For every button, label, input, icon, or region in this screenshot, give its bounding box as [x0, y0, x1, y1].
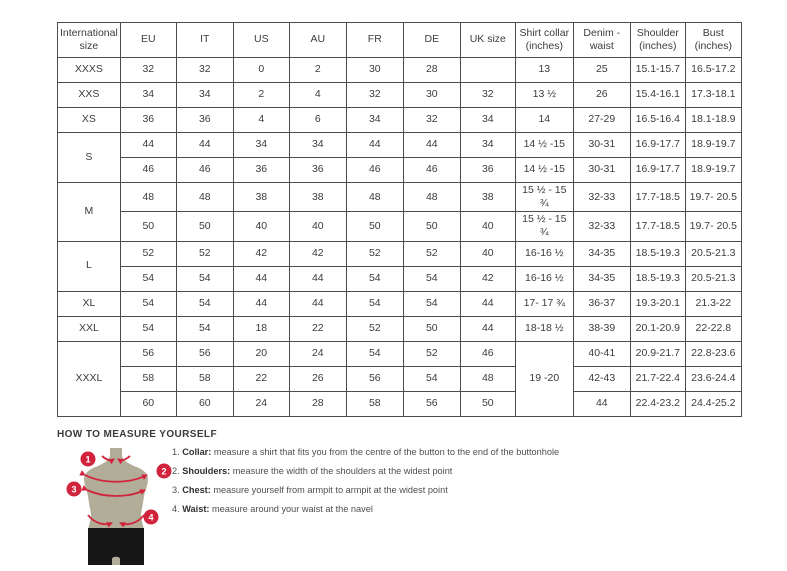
table-cell: 32-33 [573, 183, 630, 212]
table-cell: 15 ½ - 15 ¾ [515, 212, 573, 241]
table-cell: L [58, 241, 121, 291]
table-cell: 52 [346, 316, 403, 341]
table-cell: 28 [403, 58, 460, 83]
table-cell: 34 [460, 133, 515, 158]
table-cell: 14 [515, 108, 573, 133]
table-row [58, 108, 742, 133]
table-cell: 56 [176, 341, 233, 366]
table-cell: 40-41 [573, 341, 630, 366]
table-cell: 36 [176, 108, 233, 133]
table-cell: 46 [460, 341, 515, 366]
table-cell: 15.4-16.1 [630, 83, 685, 108]
table-row [58, 266, 742, 291]
step-number: 2. [172, 466, 183, 477]
table-cell: 24.4-25.2 [685, 391, 741, 416]
table-cell: 17- 17 ¾ [515, 291, 573, 316]
table-row [58, 341, 742, 366]
table-cell: 42 [460, 266, 515, 291]
table-cell: 2 [233, 83, 289, 108]
table-cell: 58 [120, 366, 176, 391]
table-cell: 20.1-20.9 [630, 316, 685, 341]
table-cell: 16-16 ½ [515, 266, 573, 291]
step-text: measure the width of the shoulders at the widest point [230, 466, 453, 477]
table-cell: 32 [346, 83, 403, 108]
table-cell: 18.9-19.7 [685, 133, 741, 158]
table-cell: 25 [573, 58, 630, 83]
table-cell: 14 ½ -15 [515, 158, 573, 183]
table-cell: S [58, 133, 121, 183]
step-label: Chest: [182, 485, 211, 496]
column-header: US [233, 23, 289, 58]
table-cell: 22 [233, 366, 289, 391]
table-cell: 22.8-23.6 [685, 341, 741, 366]
column-header: Shirt collar (inches) [515, 23, 573, 58]
table-cell: 32 [176, 58, 233, 83]
table-cell: 46 [120, 158, 176, 183]
table-cell: 52 [120, 241, 176, 266]
column-header: UK size [460, 23, 515, 58]
table-cell [460, 58, 515, 83]
table-cell: 24 [289, 341, 346, 366]
column-header: Denim - waist [573, 23, 630, 58]
table-cell: 34 [346, 108, 403, 133]
table-cell: 32-33 [573, 212, 630, 241]
table-cell: 58 [176, 366, 233, 391]
table-cell: 34-35 [573, 266, 630, 291]
table-cell: 22-22.8 [685, 316, 741, 341]
table-cell: 19.3-20.1 [630, 291, 685, 316]
table-cell: XXXS [58, 58, 121, 83]
table-cell: 38 [289, 183, 346, 212]
measure-step [172, 447, 732, 458]
table-cell: 19 -20 [515, 341, 573, 416]
table-cell: 44 [233, 291, 289, 316]
table-cell: XXS [58, 83, 121, 108]
table-cell: 48 [403, 183, 460, 212]
badge-chest-number: 3 [71, 484, 77, 495]
badge-waist [144, 510, 159, 525]
column-header: International size [58, 23, 121, 58]
table-cell: 52 [346, 241, 403, 266]
table-row [58, 212, 742, 241]
table-cell: 19.7- 20.5 [685, 183, 741, 212]
table-cell: 36 [120, 108, 176, 133]
table-cell: 58 [346, 391, 403, 416]
step-number: 4. [172, 504, 183, 515]
table-cell: 54 [403, 366, 460, 391]
table-cell: 13 ½ [515, 83, 573, 108]
step-label: Shoulders: [182, 466, 231, 477]
measure-step [172, 485, 732, 496]
table-cell: 19.7- 20.5 [685, 212, 741, 241]
table-cell: 38 [233, 183, 289, 212]
table-cell: 34 [233, 133, 289, 158]
table-row [58, 58, 742, 83]
table-cell: 38 [460, 183, 515, 212]
table-row [58, 391, 742, 416]
table-cell: 26 [289, 366, 346, 391]
table-cell: 42-43 [573, 366, 630, 391]
table-cell: 18.1-18.9 [685, 108, 741, 133]
table-cell: 48 [460, 366, 515, 391]
table-cell: 44 [289, 291, 346, 316]
table-cell: 36 [233, 158, 289, 183]
table-cell: 54 [176, 291, 233, 316]
table-cell: 17.3-18.1 [685, 83, 741, 108]
table-cell: 40 [233, 212, 289, 241]
table-cell: 54 [176, 266, 233, 291]
table-cell: XL [58, 291, 121, 316]
table-cell: 0 [233, 58, 289, 83]
table-cell: 18 [233, 316, 289, 341]
table-cell: 48 [346, 183, 403, 212]
header-row [58, 23, 742, 58]
table-row [58, 291, 742, 316]
table-row [58, 316, 742, 341]
badge-chest [67, 482, 82, 497]
table-cell: 44 [120, 133, 176, 158]
table-cell: 34 [289, 133, 346, 158]
table-cell: 4 [289, 83, 346, 108]
step-number: 1. [172, 447, 183, 457]
column-header: IT [176, 23, 233, 58]
table-cell: 16.9-17.7 [630, 158, 685, 183]
table-row [58, 158, 742, 183]
badge-shoulders-number: 2 [161, 466, 167, 477]
table-cell: 60 [120, 391, 176, 416]
table-cell: 34 [120, 83, 176, 108]
table-row [58, 241, 742, 266]
table-cell: 50 [120, 212, 176, 241]
table-cell: 32 [120, 58, 176, 83]
table-cell: 16.9-17.7 [630, 133, 685, 158]
table-cell: 30 [403, 83, 460, 108]
table-row [58, 133, 742, 158]
table-cell: 18.5-19.3 [630, 241, 685, 266]
table-cell: 2 [289, 58, 346, 83]
table-cell: 34 [176, 83, 233, 108]
measure-step [172, 504, 732, 515]
table-cell: XXL [58, 316, 121, 341]
table-cell: 46 [346, 158, 403, 183]
table-cell: XXXL [58, 341, 121, 416]
table-cell: 54 [120, 316, 176, 341]
table-cell: 22.4-23.2 [630, 391, 685, 416]
column-header: Bust (inches) [685, 23, 741, 58]
table-cell: 24 [233, 391, 289, 416]
badge-collar-number: 1 [85, 454, 91, 465]
table-cell: 17.7-18.5 [630, 212, 685, 241]
table-cell: 17.7-18.5 [630, 183, 685, 212]
step-text: measure around your waist at the navel [209, 504, 373, 515]
step-label: Collar: [182, 447, 212, 457]
table-cell: 48 [120, 183, 176, 212]
table-cell: 20 [233, 341, 289, 366]
table-cell: 30-31 [573, 133, 630, 158]
column-header: EU [120, 23, 176, 58]
table-cell: 23.6-24.4 [685, 366, 741, 391]
table-row [58, 366, 742, 391]
table-cell: 46 [403, 158, 460, 183]
table-cell: 16-16 ½ [515, 241, 573, 266]
table-cell: M [58, 183, 121, 242]
table-cell: 4 [233, 108, 289, 133]
table-cell: 30-31 [573, 158, 630, 183]
table-cell: 36-37 [573, 291, 630, 316]
table-cell: 54 [346, 341, 403, 366]
table-cell: 26 [573, 83, 630, 108]
table-cell: 20.5-21.3 [685, 241, 741, 266]
table-cell: 36 [460, 158, 515, 183]
table-cell: 42 [289, 241, 346, 266]
table-cell: 36 [289, 158, 346, 183]
step-text: measure yourself from armpit to armpit at the widest point [210, 485, 448, 496]
table-cell: 13 [515, 58, 573, 83]
table-cell: 34-35 [573, 241, 630, 266]
table-cell: 56 [346, 366, 403, 391]
table-cell: 54 [403, 291, 460, 316]
table-cell: 14 ½ -15 [515, 133, 573, 158]
table-cell: 27-29 [573, 108, 630, 133]
table-cell: 44 [233, 266, 289, 291]
table-cell: 50 [346, 212, 403, 241]
table-cell: 18.5-19.3 [630, 266, 685, 291]
table-cell: 50 [460, 391, 515, 416]
table-cell: 54 [403, 266, 460, 291]
table-cell: 32 [460, 83, 515, 108]
table-cell: 40 [460, 241, 515, 266]
table-cell: 44 [289, 266, 346, 291]
table-cell: 22 [289, 316, 346, 341]
table-cell: 34 [460, 108, 515, 133]
column-header: AU [289, 23, 346, 58]
table-cell: 54 [120, 291, 176, 316]
table-cell: 56 [403, 391, 460, 416]
size-chart-head [58, 23, 742, 58]
table-cell: 6 [289, 108, 346, 133]
column-header: FR [346, 23, 403, 58]
table-cell: 52 [403, 341, 460, 366]
table-cell: 44 [176, 133, 233, 158]
table-cell: 15 ½ - 15 ¾ [515, 183, 573, 212]
table-cell: 40 [289, 212, 346, 241]
badge-collar [81, 452, 96, 467]
table-cell: 54 [346, 291, 403, 316]
table-cell: 48 [176, 183, 233, 212]
table-cell: 54 [346, 266, 403, 291]
table-cell: 44 [460, 316, 515, 341]
table-cell: 52 [403, 241, 460, 266]
measure-title: HOW TO MEASURE YOURSELF [57, 429, 217, 440]
table-row [58, 183, 742, 212]
table-cell: 18.9-19.7 [685, 158, 741, 183]
table-cell: 54 [176, 316, 233, 341]
size-chart-section [57, 22, 742, 417]
column-header: DE [403, 23, 460, 58]
table-cell: 50 [403, 212, 460, 241]
table-cell: 21.3-22 [685, 291, 741, 316]
step-number: 3. [172, 485, 183, 496]
measure-steps [172, 447, 732, 523]
table-cell: 56 [120, 341, 176, 366]
table-cell: 16.5-17.2 [685, 58, 741, 83]
badge-waist-number: 4 [148, 512, 154, 523]
table-cell: 18-18 ½ [515, 316, 573, 341]
table-cell: 15.1-15.7 [630, 58, 685, 83]
table-cell: XS [58, 108, 121, 133]
table-row [58, 83, 742, 108]
table-cell: 46 [176, 158, 233, 183]
table-cell: 44 [403, 133, 460, 158]
column-header: Shoulder (inches) [630, 23, 685, 58]
table-cell: 30 [346, 58, 403, 83]
size-chart-body [58, 58, 742, 417]
table-cell: 50 [176, 212, 233, 241]
table-cell: 60 [176, 391, 233, 416]
table-cell: 16.5-16.4 [630, 108, 685, 133]
measure-step [172, 466, 732, 477]
table-cell: 44 [346, 133, 403, 158]
table-cell: 42 [233, 241, 289, 266]
size-chart-table [57, 22, 742, 417]
table-cell: 52 [176, 241, 233, 266]
table-cell: 32 [403, 108, 460, 133]
table-cell: 54 [120, 266, 176, 291]
table-cell: 28 [289, 391, 346, 416]
table-cell: 50 [403, 316, 460, 341]
table-cell: 20.5-21.3 [685, 266, 741, 291]
table-cell: 40 [460, 212, 515, 241]
step-text: measure a shirt that fits you from the centre of the button to the end of the buttonhole [211, 447, 560, 457]
table-cell: 44 [573, 391, 630, 416]
table-cell: 21.7-22.4 [630, 366, 685, 391]
step-label: Waist: [182, 504, 210, 515]
table-cell: 38-39 [573, 316, 630, 341]
badge-shoulders [157, 464, 172, 479]
table-cell: 44 [460, 291, 515, 316]
table-cell: 20.9-21.7 [630, 341, 685, 366]
